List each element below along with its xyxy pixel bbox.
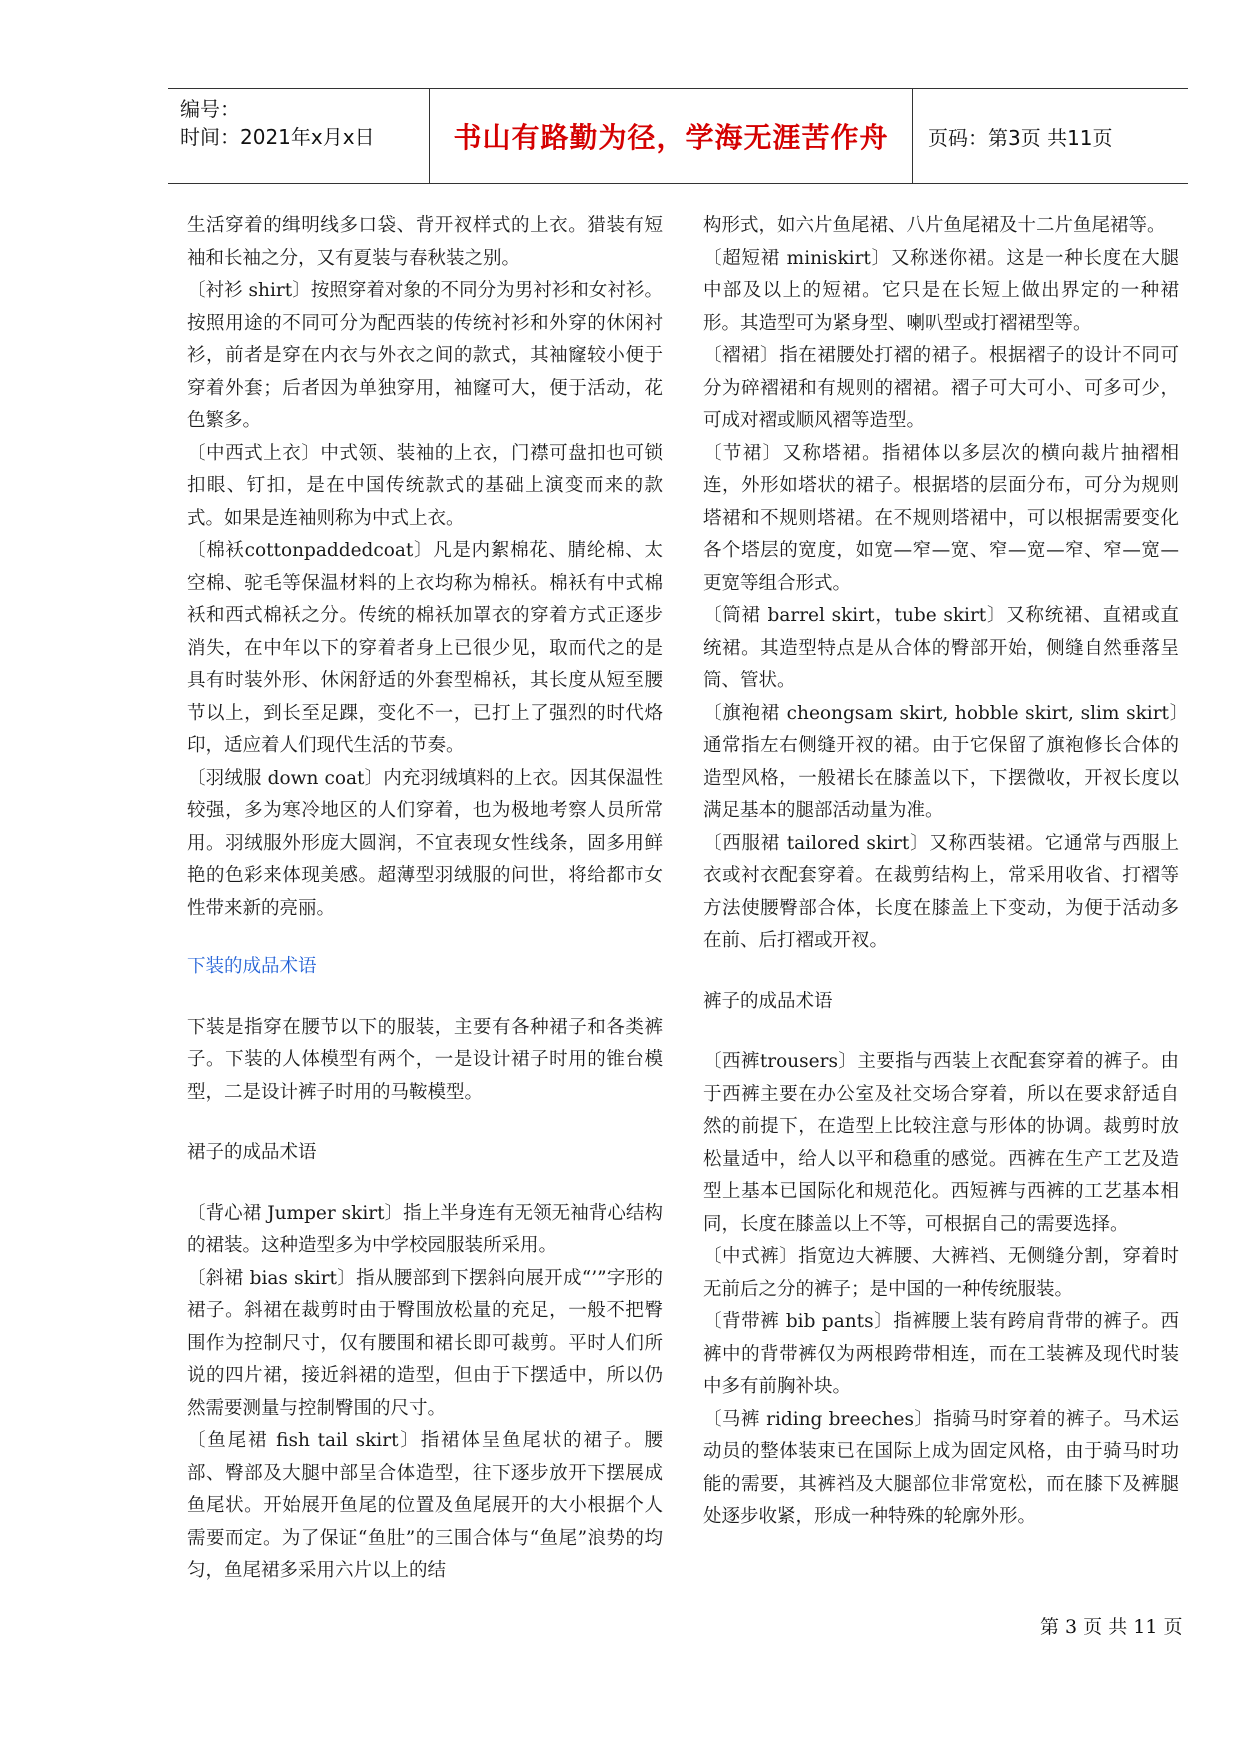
paragraph: 〔衬衫 shirt〕按照穿着对象的不同分为男衬衫和女衬衫。按照用途的不同可分为配西装的传统衬衫和外穿的休闲衬衫，前者是穿在内衣与外衣之间的款式，其袖窿较小便于穿着外套；后者因为单独穿用，袖窿可大，便于活动，花色繁多。 xyxy=(187,280,663,431)
paragraph: 〔超短裙 miniskirt〕又称迷你裙。这是一种长度在大腿中部及以上的短裙。它只是在长短上做出界定的一种裙形。其造型可为紧身型、喇叭型或打褶裙型等。 xyxy=(703,247,1179,334)
header-meta xyxy=(180,95,430,151)
paragraph: 〔褶裙〕指在裙腰处打褶的裙子。根据褶子的设计不同可分为碎褶裙和有规则的褶裙。褶子可大可小、可多可少，可成对褶或顺风褶等造型。 xyxy=(703,345,1179,431)
paragraph: 〔节裙〕又称塔裙。指裙体以多层次的横向裁片抽褶相连，外形如塔状的裙子。根据塔的层面分布，可分为规则塔裙和不规则塔裙。在不规则塔裙中，可以根据需要变化各个塔层的宽度，如宽—窄—宽、窄—宽—窄、窄—宽—更宽等组合形式。 xyxy=(703,442,1179,594)
page-header xyxy=(168,88,1188,184)
paragraph: 〔旗袍裙 cheongsam skirt, hobble skirt, slim skirt〕通常指左右侧缝开衩的裙。由于它保留了旗袍修长合体的造型风格，一般裙长在膝盖以下，下摆微收，开衩长度以满足基本的腿部活动量为准。 xyxy=(703,702,1179,821)
paragraph: 〔背心裙 Jumper skirt〕指上半身连有无领无袖背心结构的裙装。这种造型多为中学校园服装所采用。 xyxy=(187,1202,663,1256)
section-heading: 下装的成品术语 xyxy=(187,956,317,977)
paragraph: 〔筒裙 barrel skirt，tube skirt〕又称统裙、直裙或直统裙。其造型特点是从合体的臀部开始，侧缝自然垂落呈筒、管状。 xyxy=(703,605,1179,691)
paragraph: 〔中西式上衣〕中式领、装袖的上衣，门襟可盘扣也可锁扣眼、钉扣，是在中国传统款式的基础上演变而来的款式。如果是连袖则称为中式上衣。 xyxy=(187,442,663,529)
section-heading: 裙子的成品术语 xyxy=(187,1142,317,1163)
header-motto: 书山有路勤为径，学海无涯苦作舟 xyxy=(429,89,913,183)
left-text-column xyxy=(187,210,663,1588)
paragraph: 〔鱼尾裙 fish tail skirt〕指裙体呈鱼尾状的裙子。腰部、臀部及大腿中部呈合体造型，往下逐步放开下摆展成鱼尾状。开始展开鱼尾的位置及鱼尾展开的大小根据个人需要而定。为了保证“鱼肚”的三围合体与“鱼尾”浪势的均匀，鱼尾裙多采用六片以上的结 xyxy=(187,1430,663,1581)
section-heading: 裤子的成品术语 xyxy=(703,990,833,1012)
paragraph: 〔马裤 riding breeches〕指骑马时穿着的裤子。马术运动员的整体装束已在国际上成为固定风格，由于骑马时功能的需要，其裤裆及大腿部位非常宽松，而在膝下及裤腿处逐步收紧，形成一种特殊的轮廓外形。 xyxy=(703,1408,1179,1527)
paragraph: 生活穿着的缉明线多口袋、背开衩样式的上衣。猎装有短袖和长袖之分，又有夏装与春秋装之别。 xyxy=(187,215,663,269)
paragraph: 构形式，如六片鱼尾裙、八片鱼尾裙及十二片鱼尾裙等。 xyxy=(703,215,1166,236)
page-footer: 第 3 页 共 11 页 xyxy=(1040,1616,1183,1638)
right-text-column xyxy=(703,210,1179,1534)
paragraph: 〔西服裙 tailored skirt〕又称西装裙。它通常与西服上衣或衬衣配套穿着。在裁剪结构上，常采用收省、打褶等方法使腰臀部合体，长度在膝盖上下变动，为便于活动多在前、后打褶或开衩。 xyxy=(703,832,1179,951)
paragraph: 〔背带裤 bib pants〕指裤腰上装有跨肩背带的裤子。西裤中的背带裤仅为两根跨带相连，而在工装裤及现代时装中多有前胸补块。 xyxy=(703,1311,1179,1397)
paragraph: 〔棉袄cottonpaddedcoat〕凡是内絮棉花、腈纶棉、太空棉、驼毛等保温材料的上衣均称为棉袄。棉袄有中式棉袄和西式棉袄之分。传统的棉袄加罩衣的穿着方式正逐步消失，在中年以下的穿着者身上已很少见，取而代之的是具有时装外形、休闲舒适的外套型棉袄，其长度从短至腰节以上，到长至足踝，变化不一，已打上了强烈的时代烙印，适应着人们现代生活的节奏。 xyxy=(187,540,663,756)
paragraph: 〔中式裤〕指宽边大裤腰、大裤裆、无侧缝分割，穿着时无前后之分的裤子；是中国的一种传统服装。 xyxy=(703,1246,1179,1300)
paragraph: 〔西裤trousers〕主要指与西装上衣配套穿着的裤子。由于西裤主要在办公室及社交场合穿着，所以在要求舒适自然的前提下，在造型上比较注意与形体的协调。裁剪时放松量适中，给人以平和稳重的感觉。西裤在生产工艺及造型上基本已国际化和规范化。西短裤与西裤的工艺基本相同，长度在膝盖以上不等，可根据自己的需要选择。 xyxy=(703,1051,1179,1235)
paragraph: 下装是指穿在腰节以下的服装，主要有各种裙子和各类裤子。下装的人体模型有两个，一是设计裙子时用的锥台模型，二是设计裤子时用的马鞍模型。 xyxy=(187,1016,663,1103)
paragraph: 〔斜裙 bias skirt〕指从腰部到下摆斜向展开成“’”字形的裙子。斜裙在裁剪时由于臀围放松量的充足，一般不把臀围作为控制尺寸，仅有腰围和裙长即可裁剪。平时人们所说的四片裙，接近斜裙的造型，但由于下摆适中，所以仍然需要测量与控制臀围的尺寸。 xyxy=(187,1267,663,1419)
header-page-info: 页码：第3页 共11页 xyxy=(928,125,1113,150)
document-number: 编号： xyxy=(180,97,240,121)
paragraph: 〔羽绒服 down coat〕内充羽绒填料的上衣。因其保温性较强，多为寒冷地区的人们穿着，也为极地考察人员所常用。羽绒服外形庞大圆润，不宜表现女性线条，固多用鲜艳的色彩来体现美感。超薄型羽绒服的问世，将给都市女性带来新的亮丽。 xyxy=(187,767,663,919)
document-date: 时间：2021年x月x日 xyxy=(180,125,375,149)
